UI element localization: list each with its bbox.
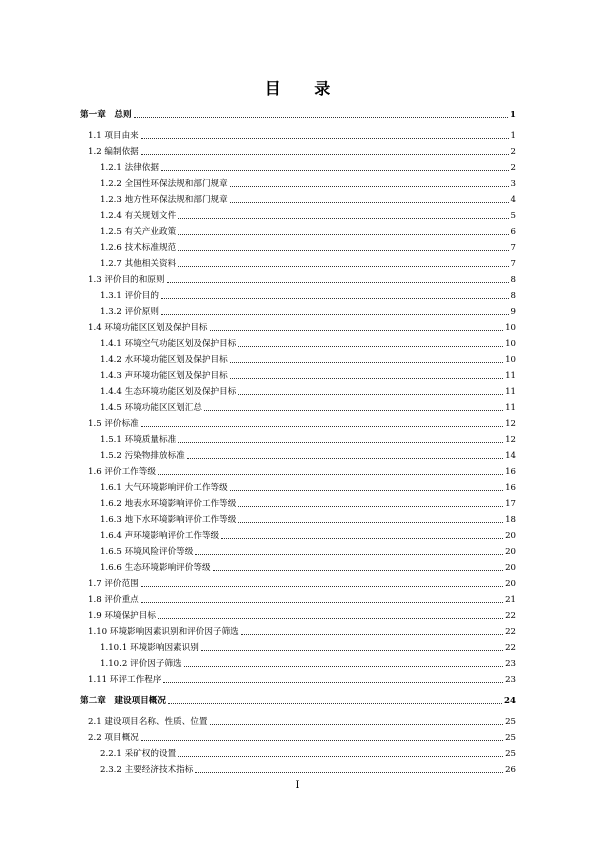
dot-leader bbox=[141, 153, 509, 155]
toc-entry-label: 1.2.2 全国性环保法规和部门规章 bbox=[100, 179, 228, 189]
dot-leader bbox=[184, 665, 503, 667]
dot-leader bbox=[168, 702, 502, 704]
dot-leader bbox=[163, 681, 503, 683]
toc-entry[interactable] bbox=[80, 563, 516, 573]
toc-entry[interactable] bbox=[80, 627, 516, 637]
toc-entry[interactable] bbox=[80, 275, 516, 285]
toc-entry-label: 1.4.2 水环境功能区划及保护目标 bbox=[100, 355, 228, 365]
toc-entry-page: 8 bbox=[510, 291, 516, 301]
toc-entry[interactable] bbox=[80, 243, 516, 253]
toc-entry-label: 2.2.1 采矿权的设置 bbox=[100, 749, 177, 759]
dot-leader bbox=[238, 521, 503, 523]
toc-entry-page: 20 bbox=[505, 579, 516, 589]
toc-entry-page: 16 bbox=[505, 467, 516, 477]
toc-entry-label: 1.6 评价工作等级 bbox=[88, 467, 156, 477]
toc-entry[interactable] bbox=[80, 147, 516, 157]
toc-entry[interactable] bbox=[80, 131, 516, 141]
toc-entry-label: 1.10 环境影响因素识别和评价因子筛选 bbox=[88, 627, 239, 637]
dot-leader bbox=[178, 233, 508, 235]
toc-entry[interactable] bbox=[80, 765, 516, 775]
toc-entry-label: 1.10.1 环境影响因素识别 bbox=[100, 643, 199, 653]
toc-entry-label: 1.6.2 地表水环境影响评价工作等级 bbox=[100, 499, 237, 509]
toc-entry[interactable] bbox=[80, 451, 516, 461]
dot-leader bbox=[195, 771, 503, 773]
toc-entry-label: 1.5.2 污染物排放标准 bbox=[100, 451, 185, 461]
toc-entry-page: 25 bbox=[505, 717, 516, 727]
dot-leader bbox=[201, 649, 503, 651]
toc-entry[interactable] bbox=[80, 419, 516, 429]
dot-leader bbox=[187, 457, 503, 459]
toc-entry-page: 21 bbox=[505, 595, 516, 605]
toc-entry-label: 1.4.1 环境空气功能区划及保护目标 bbox=[100, 339, 237, 349]
dot-leader bbox=[213, 569, 504, 571]
toc-entry-label: 1.2 编制依据 bbox=[88, 147, 139, 157]
toc-entry-page: 14 bbox=[505, 451, 516, 461]
toc-entry-label: 1.2.5 有关产业政策 bbox=[100, 227, 177, 237]
toc-entry[interactable] bbox=[80, 307, 516, 317]
toc-entry-label: 1.3.2 评价原则 bbox=[100, 307, 159, 317]
toc-entry-page: 4 bbox=[510, 195, 516, 205]
toc-entry-page: 1 bbox=[510, 110, 516, 120]
toc-entry[interactable] bbox=[80, 195, 516, 205]
dot-leader bbox=[230, 377, 503, 379]
dot-leader bbox=[230, 201, 509, 203]
toc-entry[interactable] bbox=[80, 643, 516, 653]
dot-leader bbox=[141, 425, 503, 427]
toc-entry-label: 1.4.4 生态环境功能区划及保护目标 bbox=[100, 387, 237, 397]
toc-entry[interactable] bbox=[80, 291, 516, 301]
toc-entry-page: 11 bbox=[505, 371, 516, 381]
dot-leader bbox=[158, 617, 503, 619]
toc-entry[interactable] bbox=[80, 339, 516, 349]
toc-entry-label: 1.2.7 其他相关资料 bbox=[100, 259, 177, 269]
toc-entry-label: 1.3 评价目的和原则 bbox=[88, 275, 165, 285]
toc-entry-page: 16 bbox=[505, 483, 516, 493]
toc-entry-label: 1.6.5 环境风险评价等级 bbox=[100, 547, 194, 557]
toc-entry-label: 1.2.4 有关规划文件 bbox=[100, 211, 177, 221]
toc-entry-page: 10 bbox=[505, 355, 516, 365]
toc-entry[interactable] bbox=[80, 259, 516, 269]
toc-entry-page: 20 bbox=[505, 563, 516, 573]
toc-chapter-entry[interactable] bbox=[80, 696, 516, 706]
dot-leader bbox=[161, 313, 509, 315]
toc-entry-label: 1.3.1 评价目的 bbox=[100, 291, 159, 301]
toc-entry[interactable] bbox=[80, 733, 516, 743]
dot-leader bbox=[238, 345, 503, 347]
toc-entry[interactable] bbox=[80, 717, 516, 727]
toc-entry-label: 1.2.3 地方性环保法规和部门规章 bbox=[100, 195, 228, 205]
toc-entry-label: 1.2.6 技术标准规范 bbox=[100, 243, 177, 253]
dot-leader bbox=[141, 585, 503, 587]
dot-leader bbox=[204, 409, 503, 411]
dot-leader bbox=[178, 217, 508, 219]
toc-entry-label: 1.8 评价重点 bbox=[88, 595, 139, 605]
dot-leader bbox=[230, 361, 503, 363]
dot-leader bbox=[230, 489, 503, 491]
toc-entry-page: 11 bbox=[505, 387, 516, 397]
toc-entry-label: 1.4.3 声环境功能区划及保护目标 bbox=[100, 371, 228, 381]
toc-entry[interactable] bbox=[80, 227, 516, 237]
toc-entry-page: 20 bbox=[505, 531, 516, 541]
toc-entry-label: 1.6.1 大气环境影响评价工作等级 bbox=[100, 483, 228, 493]
toc-entry-label: 1.5.1 环境质量标准 bbox=[100, 435, 177, 445]
toc-entry[interactable] bbox=[80, 163, 516, 173]
toc-entry[interactable] bbox=[80, 659, 516, 669]
toc-title: 目 录 bbox=[264, 79, 345, 98]
toc-entry-page: 22 bbox=[505, 627, 516, 637]
toc-entry[interactable] bbox=[80, 435, 516, 445]
toc-entry-label: 1.6.4 声环境影响评价工作等级 bbox=[100, 531, 220, 541]
toc-entry-page: 2 bbox=[510, 147, 516, 157]
toc-entry-page: 22 bbox=[505, 643, 516, 653]
toc-entry-page: 25 bbox=[505, 733, 516, 743]
dot-leader bbox=[178, 755, 503, 757]
dot-leader bbox=[230, 185, 509, 187]
toc-entry[interactable] bbox=[80, 323, 516, 333]
toc-entry-label: 2.2 项目概况 bbox=[88, 733, 139, 743]
toc-entry[interactable] bbox=[80, 499, 516, 509]
dot-leader bbox=[238, 505, 503, 507]
toc-entry-label: 1.9 环境保护目标 bbox=[88, 611, 156, 621]
dot-leader bbox=[178, 265, 508, 267]
toc-entry-page: 3 bbox=[510, 179, 516, 189]
dot-leader bbox=[161, 297, 509, 299]
toc-entry-label: 1.4 环境功能区区划及保护目标 bbox=[88, 323, 208, 333]
toc-entry-page: 20 bbox=[505, 547, 516, 557]
toc-entry-page: 7 bbox=[510, 243, 516, 253]
toc-entry-label: 2.1 建设项目名称、性质、位置 bbox=[88, 717, 208, 727]
toc-entry-page: 25 bbox=[505, 749, 516, 759]
toc-entry-page: 10 bbox=[505, 323, 516, 333]
dot-leader bbox=[134, 116, 508, 118]
toc-entry[interactable] bbox=[80, 595, 516, 605]
toc-entry[interactable] bbox=[80, 749, 516, 759]
toc-entry-page: 17 bbox=[505, 499, 516, 509]
toc-entry[interactable] bbox=[80, 515, 516, 525]
dot-leader bbox=[141, 137, 509, 139]
toc-entry[interactable] bbox=[80, 547, 516, 557]
toc-entry[interactable] bbox=[80, 355, 516, 365]
page-number: I bbox=[295, 780, 300, 791]
dot-leader bbox=[210, 723, 504, 725]
dot-leader bbox=[158, 473, 503, 475]
toc-entry[interactable] bbox=[80, 179, 516, 189]
toc-entry-label: 1.6.6 生态环境影响评价等级 bbox=[100, 563, 211, 573]
toc-entry-page: 12 bbox=[505, 435, 516, 445]
toc-entry[interactable] bbox=[80, 611, 516, 621]
dot-leader bbox=[167, 281, 509, 283]
dot-leader bbox=[221, 537, 503, 539]
toc-entry-page: 12 bbox=[505, 419, 516, 429]
toc-entry-label: 第一章 总则 bbox=[80, 110, 132, 120]
toc-entry-page: 26 bbox=[505, 765, 516, 775]
toc-entry-label: 1.10.2 评价因子筛选 bbox=[100, 659, 182, 669]
toc-entry-label: 1.1 项目由来 bbox=[88, 131, 139, 141]
toc-entry-page: 23 bbox=[505, 659, 516, 669]
toc-entry[interactable] bbox=[80, 467, 516, 477]
toc-entry[interactable] bbox=[80, 483, 516, 493]
dot-leader bbox=[210, 329, 504, 331]
dot-leader bbox=[238, 393, 503, 395]
toc-chapter-entry[interactable] bbox=[80, 110, 516, 120]
dot-leader bbox=[161, 169, 509, 171]
toc-entry-label: 1.2.1 法律依据 bbox=[100, 163, 159, 173]
toc-entry-page: 9 bbox=[510, 307, 516, 317]
dot-leader bbox=[195, 553, 503, 555]
dot-leader bbox=[241, 633, 503, 635]
dot-leader bbox=[178, 249, 508, 251]
toc-entry-label: 1.6.3 地下水环境影响评价工作等级 bbox=[100, 515, 237, 525]
toc-entry-page: 7 bbox=[510, 259, 516, 269]
toc-entry-page: 24 bbox=[504, 696, 516, 706]
toc-entry-label: 第二章 建设项目概况 bbox=[80, 696, 166, 706]
toc-entry-page: 2 bbox=[510, 163, 516, 173]
toc-entry-label: 1.7 评价范围 bbox=[88, 579, 139, 589]
toc-entry[interactable] bbox=[80, 403, 516, 413]
toc-entry[interactable] bbox=[80, 531, 516, 541]
toc-entry-page: 18 bbox=[505, 515, 516, 525]
toc-entry-page: 23 bbox=[505, 675, 516, 685]
dot-leader bbox=[141, 739, 503, 741]
toc-entry-page: 1 bbox=[510, 131, 516, 141]
toc-entry-label: 1.5 评价标准 bbox=[88, 419, 139, 429]
toc-entry-page: 5 bbox=[510, 211, 516, 221]
toc-entry-label: 1.11 环评工作程序 bbox=[88, 675, 162, 685]
toc-entry[interactable] bbox=[80, 579, 516, 589]
toc-entry[interactable] bbox=[80, 211, 516, 221]
toc-entry-page: 11 bbox=[505, 403, 516, 413]
toc-entry-label: 1.4.5 环境功能区区划汇总 bbox=[100, 403, 202, 413]
toc-entry-label: 2.3.2 主要经济技术指标 bbox=[100, 765, 194, 775]
toc-entry-page: 8 bbox=[510, 275, 516, 285]
toc-entry[interactable] bbox=[80, 387, 516, 397]
dot-leader bbox=[141, 601, 503, 603]
toc-entry-page: 6 bbox=[510, 227, 516, 237]
toc-entry-page: 22 bbox=[505, 611, 516, 621]
toc-entry[interactable] bbox=[80, 371, 516, 381]
dot-leader bbox=[178, 441, 503, 443]
toc-entry-page: 10 bbox=[505, 339, 516, 349]
toc-entry[interactable] bbox=[80, 675, 516, 685]
